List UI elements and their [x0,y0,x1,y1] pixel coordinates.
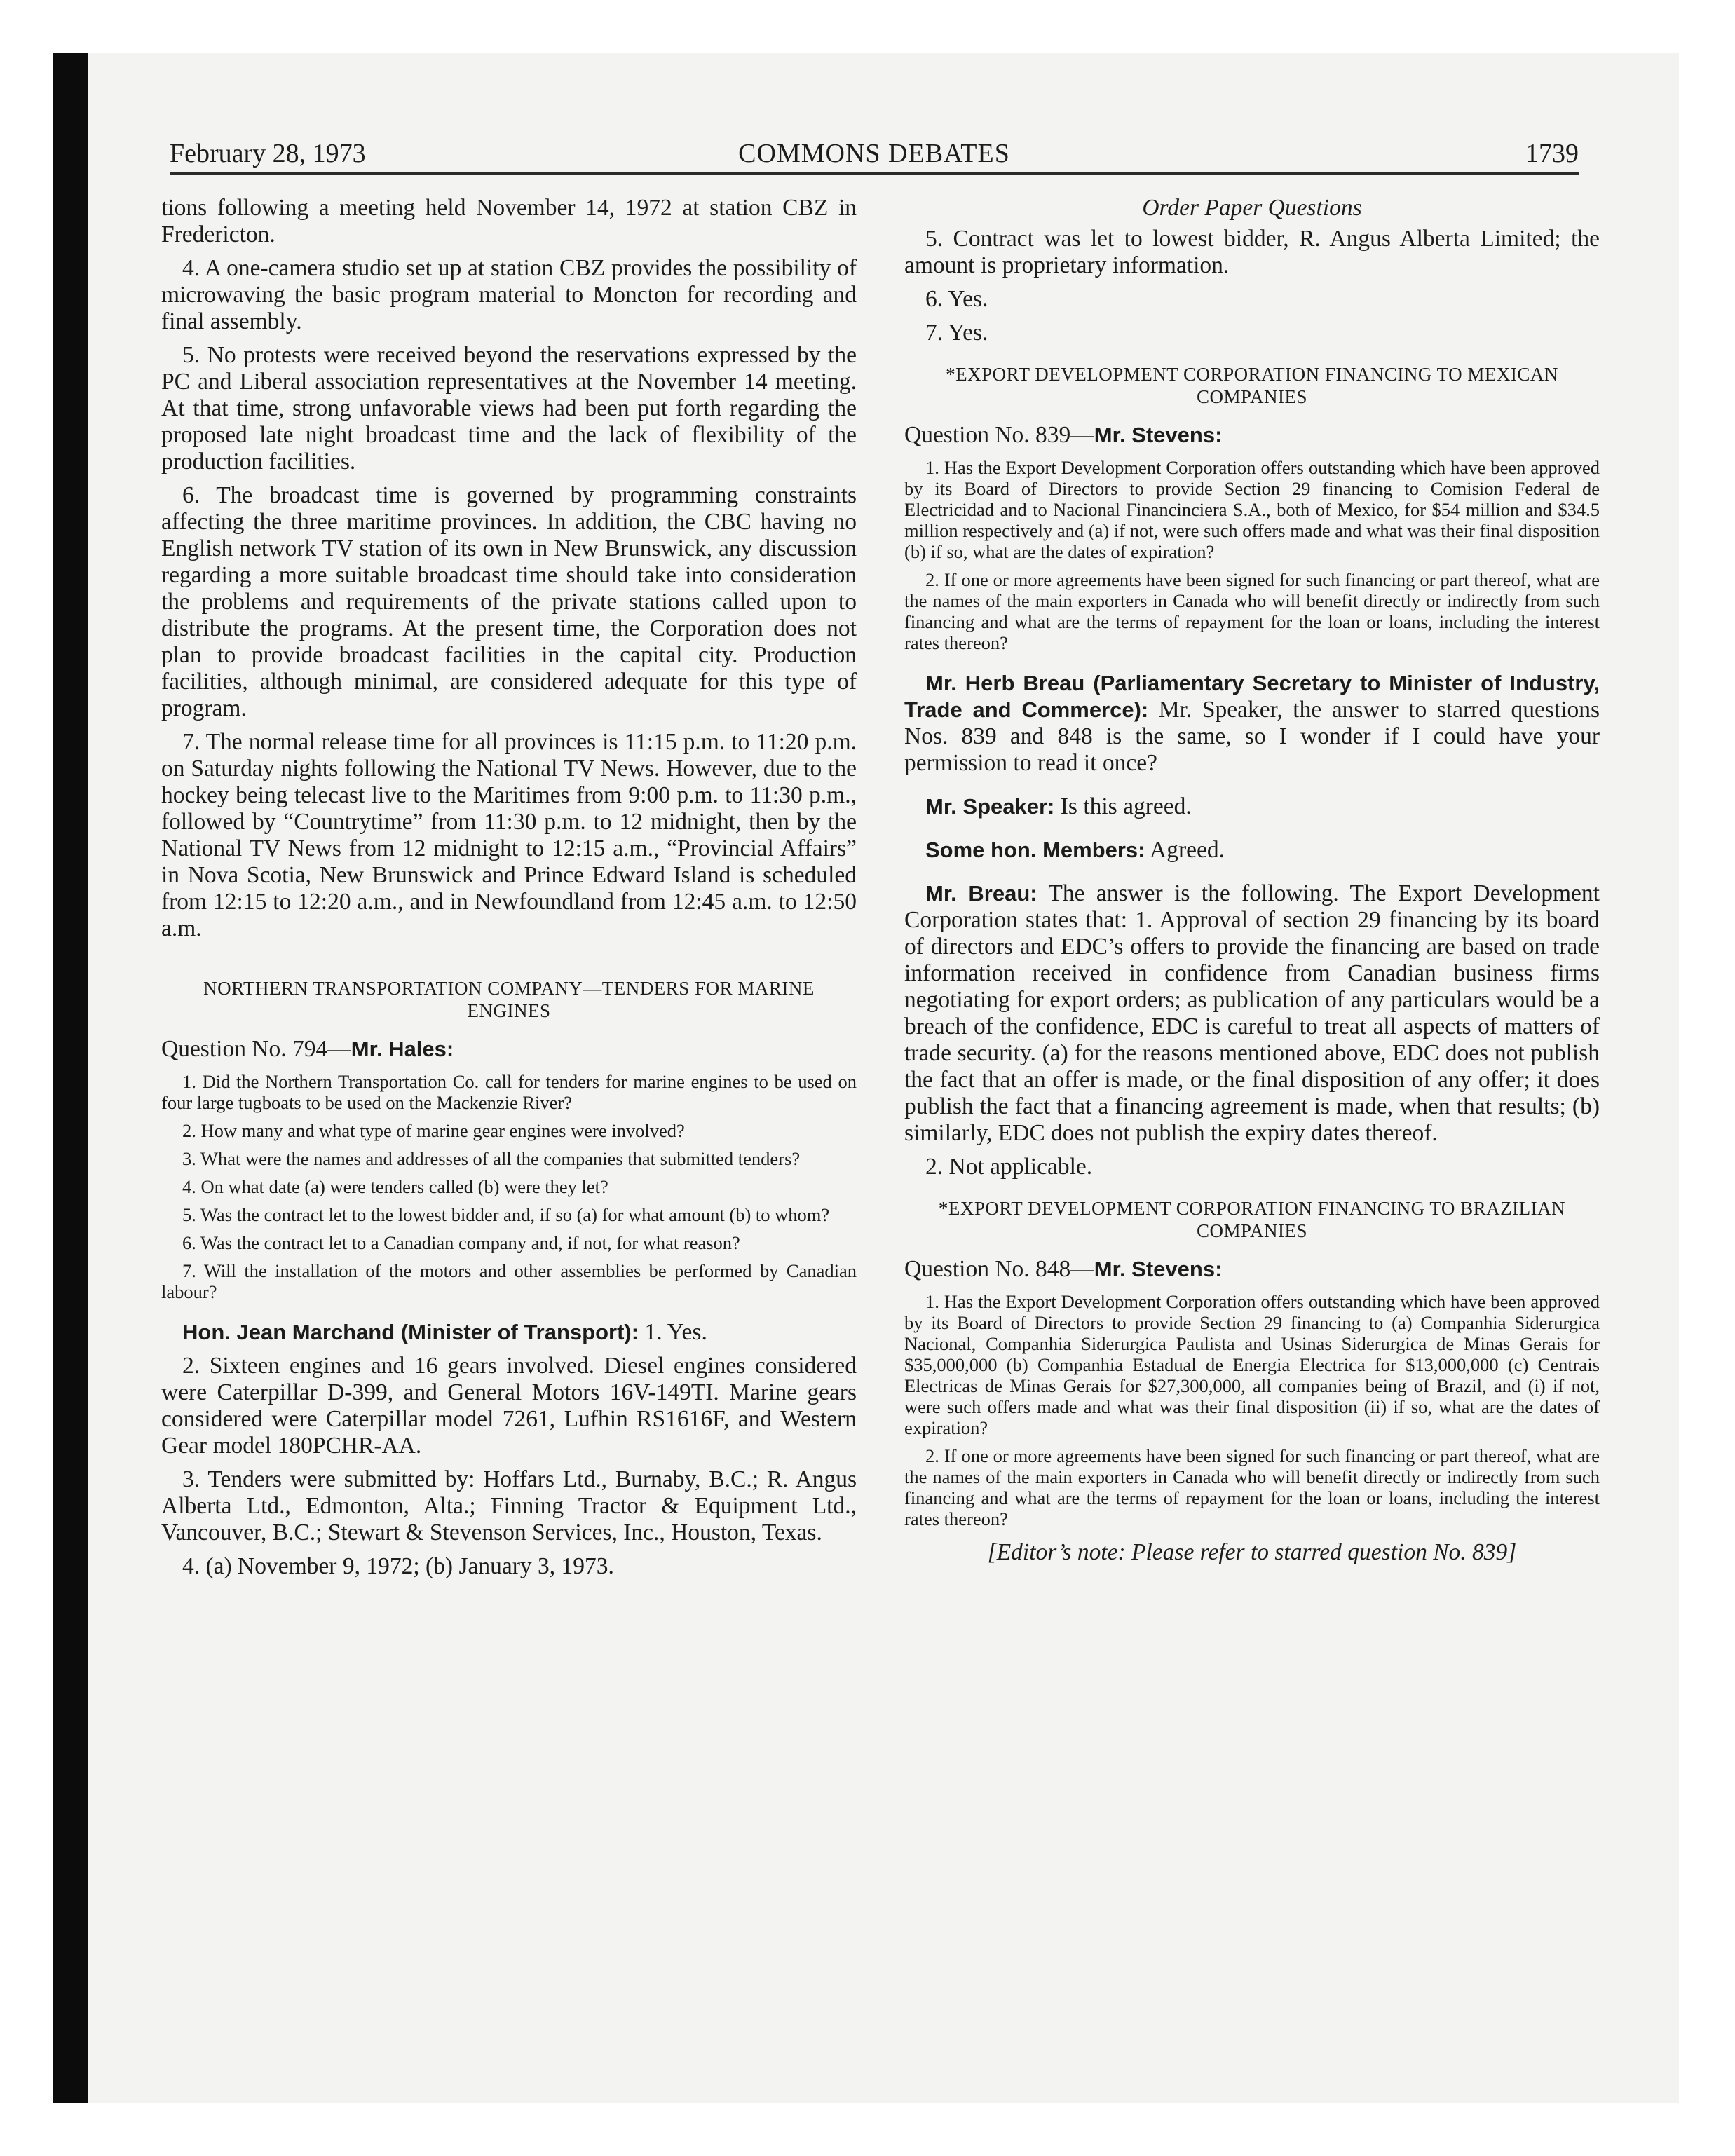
page-date: February 28, 1973 [170,139,366,168]
answer-paragraph: 4. (a) November 9, 1972; (b) January 3, 1973. [182,1553,614,1579]
section-heading: *EXPORT DEVELOPMENT CORPORATION FINANCING TO MEXICAN COMPANIES [946,364,1558,407]
paragraph: 5. No protests were received beyond the reservations expressed by the PC and Liberal association representatives at the November 14 meeting. At that time, strong unfavorable views had been put forth regarding the proposed late night broadcast time and the lack of flexibility of the production facilities. [161,342,857,475]
speech-text: Agreed. [1150,837,1225,863]
speech-paragraph [904,793,1600,820]
publication-title: COMMONS DEBATES [738,139,1010,168]
editors-note: [Editor’s note: Please refer to starred question No. 839] [987,1539,1517,1565]
question-item: 5. Was the contract let to the lowest bidder and, if so (a) for what amount (b) to whom? [182,1204,830,1225]
answer-paragraph: 6. Yes. [925,286,988,312]
page-number: 1739 [1525,139,1579,168]
speaker-name: Mr. Speaker: [925,794,1055,819]
question-number: Question No. 794— [161,1036,351,1062]
speech-paragraph [904,670,1600,777]
page-header [170,140,1579,175]
question-heading [904,1256,1600,1283]
speech-text: Mr. Speaker, the answer to starred questions Nos. 839 and 848 is the same, so I wonder if I could have your permission to read it once? [904,697,1600,776]
right-column [904,195,1600,1566]
question-heading [904,422,1600,449]
speech-paragraph [904,880,1600,1147]
speaker-name: Some hon. Members: [925,838,1145,862]
answer-speaker: Hon. Jean Marchand (Minister of Transport): [182,1320,639,1344]
scan-edge-bar [53,53,88,2103]
question-item: 4. On what date (a) were tenders called (b) were they let? [182,1176,608,1197]
speech-text: Is this agreed. [1060,793,1192,819]
answer-paragraph: 5. Contract was let to lowest bidder, R. Angus Alberta Limited; the amount is proprietary information. [904,226,1600,278]
question-item: 1. Has the Export Development Corporation offers outstanding which have been approved by its Board of Directors to provide Section 29 financing to Comision Federal de Electricidad and to Nacional Financinciera S.A., both of Mexico, for $54 million and $34.5 million respectively and (a) if not, were such offers made and what was their final disposition (b) if so, what are the dates of expiration? [904,457,1600,562]
question-item: 2. If one or more agreements have been signed for such financing or part thereof, what are the names of the main exporters in Canada who will benefit directly or indirectly from such financing and what are the terms of repayment for the loan or loans, including the interest rates thereon? [904,569,1600,653]
question-item: 3. What were the names and addresses of all the companies that submitted tenders? [182,1148,801,1169]
running-subhead: Order Paper Questions [1142,195,1362,221]
answer-paragraph: 2. Sixteen engines and 16 gears involved. Diesel engines considered were Caterpillar D-399, and General Motors 16V-149TI. Marine gears considered were Caterpillar model 7261, Lufhin RS1616F, and Western Gear model 180PCHR-AA. [161,1353,857,1459]
question-item: 2. If one or more agreements have been signed for such financing or part thereof, what are the names of the main exporters in Canada who will benefit directly or indirectly from such financing and what are the terms of repayment for the loan or loans, including the interest rates thereon? [904,1445,1600,1529]
question-item: 1. Has the Export Development Corporation offers outstanding which have been approved by its Board of Directors to provide Section 29 financing to (a) Companhia Siderurgica Nacional, Companhia Siderurgica Paulista and Usinas Siderurgica de Minas Gerais for $35,000,000 (b) Companhia Estadual de Energia Electrica for $13,000,000 (c) Centrais Electricas de Minas Gerais for $27,300,000, all companies being of Brazil, and (i) if not, were such offers made and what was their final disposition (ii) if so, what are the dates of expiration? [904,1291,1600,1438]
paragraph: 4. A one-camera studio set up at station CBZ provides the possibility of microwaving the basic program material to Moncton for recording and final assembly. [161,255,857,334]
speaker-name: Mr. Herb Breau (Parliamentary Secretary to Minister of Industry, Trade and Commerce): [904,671,1600,722]
left-column [161,195,857,1587]
paragraph: 7. The normal release time for all provinces is 11:15 p.m. to 11:20 p.m. on Saturday nights following the National TV News. However, due to the hockey being telecast live to the Maritimes from 9:00 p.m. to 11:30 p.m., followed by “Countrytime” from 11:30 p.m. to 12 midnight, then by the National TV News from 12 midnight to 12:15 a.m., “Provincial Affairs” in Nova Scotia, New Brunswick and Prince Edward Island is scheduled from 12:15 to 12:20 a.m., and in Newfoundland from 12:45 a.m. to 12:50 a.m. [161,729,857,941]
answer-paragraph [161,1319,857,1346]
paragraph: 6. The broadcast time is governed by programming constraints affecting the three maritime provinces. In addition, the CBC having no English network TV station of its own in New Brunswick, any discussion regarding a more suitable broadcast time should take into consideration the problems and requirements of the private stations called upon to distribute the programs. At the present time, the Corporation does not plan to provide broadcast facilities in the capital city. Production facilities, although minimal, are considered adequate for this type of program. [161,482,857,721]
question-item: 1. Did the Northern Transportation Co. call for tenders for marine engines to be used on four large tugboats to be used on the Mackenzie River? [161,1071,857,1113]
answer-paragraph: 3. Tenders were submitted by: Hoffars Ltd., Burnaby, B.C.; R. Angus Alberta Ltd., Edmonton, Alta.; Finning Tractor & Equipment Ltd., Vancouver, B.C.; Stewart & Stevenson Services, Inc., Houston, Texas. [161,1466,857,1546]
question-item: 2. How many and what type of marine gear engines were involved? [182,1120,685,1141]
section-heading: *EXPORT DEVELOPMENT CORPORATION FINANCING TO BRAZILIAN COMPANIES [938,1198,1566,1241]
paragraph: tions following a meeting held November 14, 1972 at station CBZ in Fredericton. [161,195,857,247]
speaker-name: Mr. Breau: [925,881,1037,906]
question-speaker: Mr. Hales: [351,1037,454,1061]
question-speaker: Mr. Stevens: [1094,423,1223,447]
question-heading [161,1036,857,1063]
question-item: 6. Was the contract let to a Canadian company and, if not, for what reason? [182,1232,740,1253]
question-number: Question No. 848— [904,1256,1094,1282]
section-heading: NORTHERN TRANSPORTATION COMPANY—TENDERS FOR MARINE ENGINES [203,978,815,1021]
answer-paragraph: 2. Not applicable. [925,1154,1093,1180]
speech-text: The answer is the following. The Export Development Corporation states that: 1. Approval of section 29 financing by its board of directors and EDC’s offers to provide the financing are based on trade information received in confidence from Canadian business firms negotiating for export orders; as publication of any particulars would be a breach of the confidence, EDC is careful to treat all aspects of matters of trade security. (a) for the reasons mentioned above, EDC does not publish the fact that an offer is made, or the final disposition of any offer; it does publish the fact that a financing agreement is made, when that results; (b) similarly, EDC does not publish the expiry dates thereof. [904,880,1600,1146]
question-speaker: Mr. Stevens: [1094,1257,1223,1281]
speech-paragraph [904,837,1600,864]
question-number: Question No. 839— [904,422,1094,448]
question-item: 7. Will the installation of the motors and other assemblies be performed by Canadian labour? [161,1260,857,1302]
answer-paragraph: 7. Yes. [925,320,988,346]
answer-text: 1. Yes. [644,1319,707,1345]
